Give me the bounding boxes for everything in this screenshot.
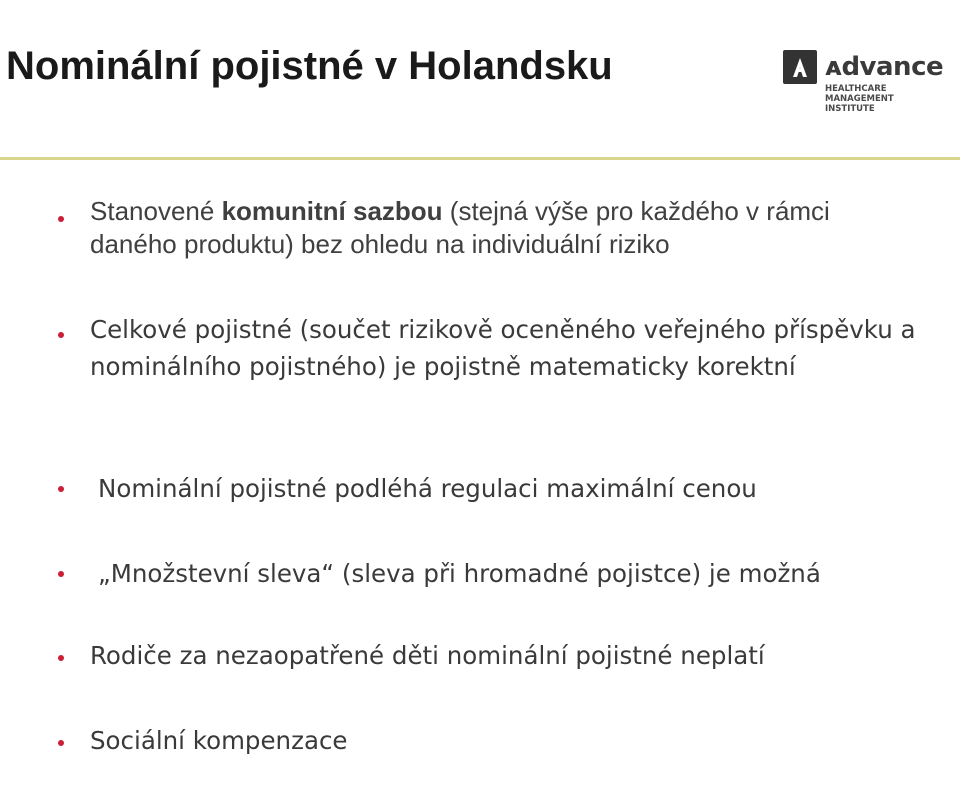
- bullet-text: Nominální pojistné podléhá regulaci maximální cenou: [98, 474, 757, 503]
- bullet-dot-icon: [58, 486, 64, 492]
- bullet-text-part: Stanovené: [90, 196, 222, 226]
- logo-subtitle-line: HEALTHCARE: [825, 84, 887, 94]
- bullet-text: Sociální kompenzace: [90, 726, 348, 755]
- bullet-text-part: (stejná výše pro každého v rámci daného produktu) bez ohledu na individuální riziko: [90, 196, 830, 259]
- bullet-dot-icon: [58, 571, 64, 577]
- logo-wordmark: ᴀdvance: [825, 52, 944, 82]
- bullet-dot-icon: [58, 332, 64, 338]
- logo-subtitle-line: INSTITUTE: [825, 104, 875, 114]
- bullet-text: Celkové pojistné (součet rizikově oceněného veřejného příspěvku a nominálního pojistného) je pojistně matematicky korektní: [90, 315, 916, 381]
- advance-logo-icon: [783, 50, 817, 84]
- bullet-text-emphasis: komunitní sazbou: [221, 196, 443, 226]
- bullet-dot-icon: [58, 216, 64, 222]
- bullet-dot-icon: [58, 655, 64, 661]
- slide-title: Nominální pojistné v Holandsku: [6, 44, 613, 88]
- advance-logo: [783, 50, 953, 120]
- logo-subtitle-line: MANAGEMENT: [825, 94, 894, 104]
- bullet-text: [90, 195, 920, 261]
- header-divider: [0, 157, 960, 160]
- bullet-dot-icon: [58, 740, 64, 746]
- logo-subtitle: [825, 84, 894, 114]
- bullet-text: „Množstevní sleva“ (sleva při hromadné pojistce) je možná: [98, 559, 821, 588]
- bullet-text: Rodiče za nezaopatřené děti nominální pojistné neplatí: [90, 641, 765, 670]
